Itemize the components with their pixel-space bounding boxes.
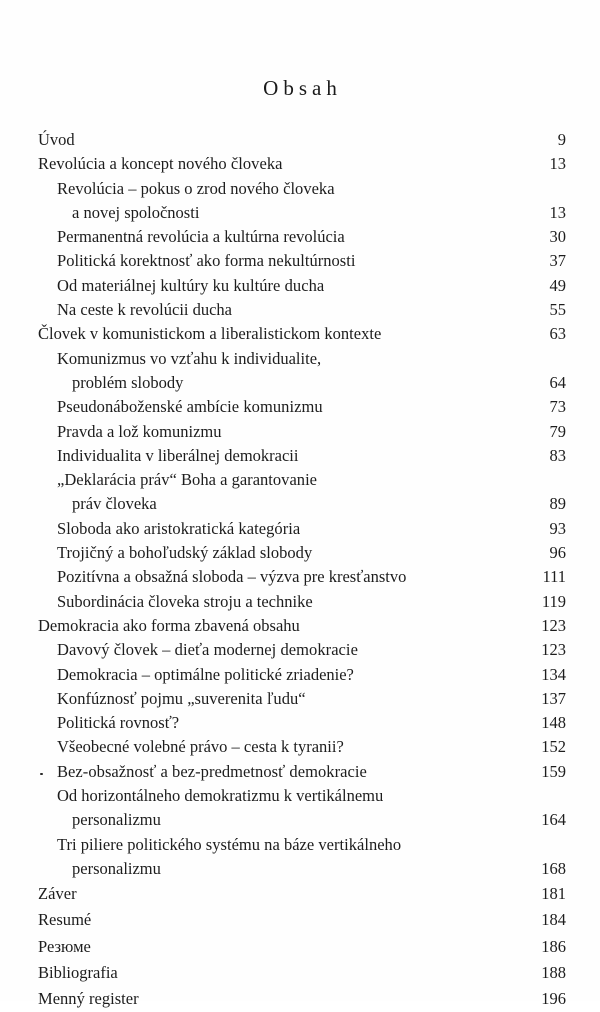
toc-entry-label: Úvod [38,130,75,149]
toc-entry-page-number: 196 [541,988,566,1008]
toc-entry[interactable] [38,371,566,395]
toc-entry[interactable] [38,201,566,225]
toc-entry-label: Trojičný a bohoľudský základ slobody [57,543,313,563]
toc-entry[interactable] [38,614,566,638]
toc-entry[interactable] [38,517,566,541]
toc-entry[interactable] [38,274,566,298]
toc-entry-label: Davový človek – dieťa modernej demokracie [57,640,358,660]
toc-entry[interactable] [38,784,566,808]
toc-entry-label: Pseudonáboženské ambície komunizmu [57,397,323,417]
table-of-contents-list [38,128,566,1012]
toc-entry[interactable] [38,420,566,444]
toc-entry-label: práv človeka [72,494,157,514]
toc-entry[interactable] [38,687,566,711]
toc-entry-page-number: 37 [549,251,566,271]
toc-entry-page-number: 188 [541,962,566,982]
toc-entry[interactable] [38,638,566,662]
toc-entry-label: Sloboda ako aristokratická kategória [57,518,301,538]
toc-entry-page-number: 79 [549,421,566,441]
toc-entry-page-number: 83 [549,445,566,465]
toc-entry-label: Pravda a lož komunizmu [57,421,222,441]
bullet-dot-icon [40,773,43,776]
toc-entry-page-number: 148 [541,713,566,733]
toc-entry-label: Pozitívna a obsažná sloboda – výzva pre kresťanstvo [57,567,407,587]
toc-entry-label: Revolúcia – pokus o zrod nového človeka [57,178,335,198]
toc-entry-label: Konfúznosť pojmu „suverenita ľudu“ [57,688,306,708]
toc-entry[interactable] [38,322,566,346]
toc-entry-label: Na ceste k revolúcii ducha [57,300,233,320]
toc-entry[interactable] [38,298,566,322]
toc-entry[interactable] [38,711,566,735]
toc-entry-page-number: 168 [541,858,566,878]
toc-entry-label: Politická rovnosť? [57,713,180,733]
toc-entry-label: Človek v komunistickom a liberalistickom kontexte [38,324,382,344]
toc-entry[interactable] [38,565,566,589]
toc-entry-page-number: 55 [549,300,566,320]
toc-entry[interactable] [38,541,566,565]
toc-entry[interactable] [38,395,566,419]
toc-entry-label: personalizmu [72,810,161,830]
toc-entry-label: Resumé [38,910,92,930]
toc-entry[interactable] [38,960,566,986]
toc-entry[interactable] [38,128,566,152]
toc-entry-label: Záver [38,884,77,904]
toc-entry-page-number: 123 [541,615,566,635]
toc-entry-page-number: 119 [541,591,566,611]
toc-entry[interactable] [38,663,566,687]
toc-entry[interactable] [38,881,566,907]
toc-entry-page-number: 93 [549,518,566,538]
toc-entry-label: Všeobecné volebné právo – cesta k tyranii? [57,737,344,757]
toc-entry-label: Menný register [38,988,139,1008]
toc-entry-page-number: 159 [541,761,566,781]
toc-entry-label: Permanentná revolúcia a kultúrna revolúcia [57,227,345,247]
toc-entry-page-number: 181 [541,884,566,904]
toc-entry[interactable] [38,833,566,857]
toc-entry-page-number: 30 [549,227,566,247]
toc-entry-label: Od horizontálneho demokratizmu k vertikálnemu [57,786,384,806]
toc-entry-label: Revolúcia a koncept nového človeka [38,154,283,174]
toc-entry-page-number: 13 [549,154,566,174]
toc-entry-page-number: 89 [549,494,566,514]
toc-entry-label: Tri piliere politického systému na báze vertikálneho [57,834,402,854]
toc-entry-page-number: 96 [549,543,566,563]
toc-entry-page-number: 152 [541,737,566,757]
toc-entry-page-number: 134 [541,664,566,684]
toc-entry-page-number: 111 [542,567,566,587]
toc-entry[interactable] [38,468,566,492]
toc-entry-label: Od materiálnej kultúry ku kultúre ducha [57,275,325,295]
toc-entry[interactable] [38,857,566,881]
toc-entry-label: Individualita v liberálnej demokracii [57,445,299,465]
toc-entry-label: Politická korektnosť ako forma nekultúrnosti [57,251,356,271]
toc-entry-label: Komunizmus vo vzťahu k individualite, [57,348,322,368]
toc-entry-label: Bez-obsažnosť a bez-predmetnosť demokracie [57,761,367,781]
toc-entry-page-number: 186 [541,936,566,956]
toc-entry-page-number: 137 [541,688,566,708]
toc-entry-page-number: 63 [549,324,566,344]
toc-entry[interactable] [38,444,566,468]
toc-entry[interactable] [38,249,566,273]
toc-entry-label: Резюме [38,936,91,956]
toc-entry[interactable] [38,808,566,832]
toc-entry-label: „Deklarácia práv“ Boha a garantovanie [57,470,318,490]
toc-entry-page-number: 9 [557,130,566,149]
toc-entry[interactable] [38,347,566,371]
toc-entry[interactable] [38,735,566,759]
toc-entry-label: Bibliografia [38,962,118,982]
toc-entry[interactable] [38,934,566,960]
toc-entry-page-number: 184 [541,910,566,930]
toc-entry-page-number: 164 [541,810,566,830]
toc-entry-label: Demokracia ako forma zbavená obsahu [38,615,300,635]
toc-entry[interactable] [38,986,566,1012]
toc-entry[interactable] [38,152,566,176]
toc-entry-label: a novej spoločnosti [72,202,200,222]
toc-entry-label: Demokracia – optimálne politické zriadenie? [57,664,354,684]
page-title: Obsah [263,76,342,100]
toc-entry[interactable] [38,590,566,614]
toc-entry-page-number: 123 [541,640,566,660]
toc-entry[interactable] [38,177,566,201]
toc-entry-page-number: 73 [549,397,566,417]
toc-entry-page-number: 13 [549,202,566,222]
toc-entry-label: personalizmu [72,858,161,878]
toc-entry-page-number: 64 [549,372,566,392]
toc-entry-label: problém slobody [72,372,184,392]
toc-entry[interactable] [38,760,566,784]
toc-entry[interactable] [38,492,566,516]
toc-entry-label: Subordinácia človeka stroju a technike [57,591,313,611]
toc-entry[interactable] [38,907,566,933]
toc-entry[interactable] [38,225,566,249]
toc-entry-page-number: 49 [549,275,566,295]
